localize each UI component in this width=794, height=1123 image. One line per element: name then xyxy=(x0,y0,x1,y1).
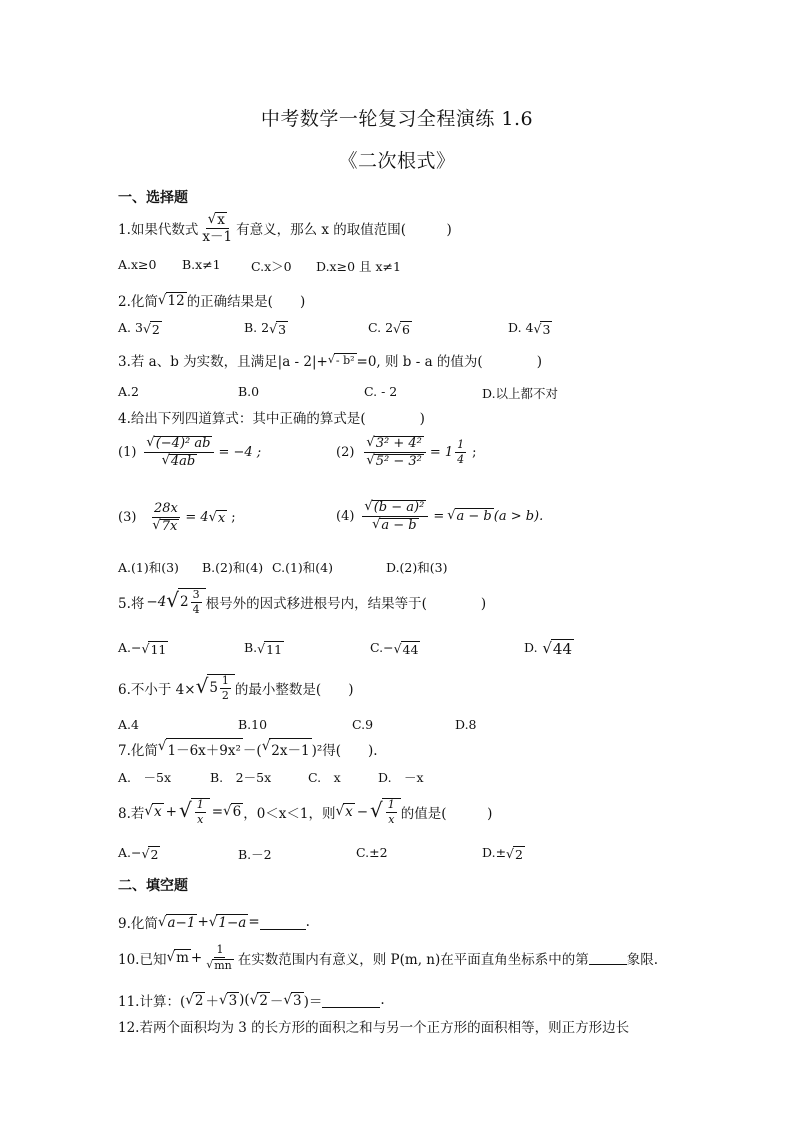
q1-option-c: C.x＞0 xyxy=(251,259,292,274)
q2-radicand: 12 xyxy=(167,292,185,309)
q3-radicand: - b² xyxy=(335,354,355,367)
q7-option-a: A. －5x xyxy=(118,770,172,785)
page-title: 中考数学一轮复习全程演练 1.6 xyxy=(260,108,534,130)
q9-answer-blank xyxy=(260,915,306,930)
q2-prefix: 2.化简 xyxy=(118,294,158,310)
question-4: 4.给出下列四道算式：其中正确的算式是( ) xyxy=(118,411,425,427)
q3-option-d: D.以上都不对 xyxy=(482,386,559,401)
question-9: 9.化简 √ a−1 + √ 1−a = . xyxy=(118,913,310,932)
q4-expression-4: (4) √ (b − a)² √ a − b = √ a − b (a > b). xyxy=(336,499,544,533)
q1-frac-num: x xyxy=(217,212,225,228)
q2-option-c: C. 2 √ 6 xyxy=(368,320,410,337)
q11-answer-blank xyxy=(322,993,380,1008)
q4-option-a: A.(1)和(3) xyxy=(118,560,179,575)
q6-option-b: B.10 xyxy=(238,717,268,732)
question-7: 7.化简 √ 1－6x＋9x² －( √ 2x－1 )²得( ). xyxy=(118,738,378,759)
question-10: 10.已知 √ m + 1 √ mn 在实数范围内有意义，则 P(m, n)在平面直角坐标系中的第 象限. xyxy=(118,943,659,972)
q4-expression-1: (1) √ (−4)² ab √ 4ab = −4 ; xyxy=(118,435,262,469)
q1-option-a: A.x≥0 xyxy=(118,257,157,272)
q4-expression-3: (3) 28x √ 7x = 4 √ x ; xyxy=(118,501,236,534)
question-12: 12.若两个面积均为 3 的长方形的面积之和与另一个正方形的面积相等，则正方形边长 xyxy=(118,1020,630,1036)
q4-expression-2: (2) √ 3² + 4² √ 5² − 3² = 1 $\frac{1}{4}$ ; xyxy=(336,435,477,469)
q1-option-b: B.x≠1 xyxy=(182,257,221,272)
q5-option-d: D. √ 44 xyxy=(524,638,572,658)
q7-option-d: D. －x xyxy=(378,770,424,785)
q1-suffix: 有意义，那么 x 的取值范围( ) xyxy=(236,222,452,239)
q7-option-b: B. 2－5x xyxy=(210,770,272,785)
q1-option-d: D.x≥0 且 x≠1 xyxy=(316,259,401,274)
q2-option-d: D. 4 √ 3 xyxy=(508,320,551,337)
q6-option-a: A.4 xyxy=(118,717,139,732)
q3-option-c: C. - 2 xyxy=(364,384,398,399)
q6-option-c: C.9 xyxy=(352,717,374,732)
q3-suffix: =0, 则 b - a 的值为( ) xyxy=(356,354,542,370)
page-subtitle: 《二次根式》 xyxy=(338,150,456,172)
q8-option-b: B.－2 xyxy=(238,847,272,862)
q2-option-a: A. 3 √ 2 xyxy=(118,320,160,337)
question-3: 3.若 a、b 为实数，且满足|a - 2|+ √ - b² =0, 则 b - a 的值为( ) xyxy=(118,350,542,370)
question-8: 8.若 √ x + √ $\frac{1}{x}$ = √ 6 ，0＜x＜1，则 √ x − √ $\frac{1}{x}$ 的值是( ) xyxy=(118,798,493,826)
q4-option-c: C.(1)和(4) xyxy=(272,560,334,575)
q2-suffix: 的正确结果是( ) xyxy=(186,294,306,310)
q8-option-d: D.± √ 2 xyxy=(482,845,523,862)
q4-option-d: D.(2)和(3) xyxy=(386,560,448,575)
q6-option-d: D.8 xyxy=(455,717,477,732)
q8-option-a: A.− √ 2 xyxy=(118,845,159,862)
question-1 xyxy=(118,212,452,244)
q5-option-a: A.− √ 11 xyxy=(118,640,167,657)
q4-option-b: B.(2)和(4) xyxy=(202,560,264,575)
q5-option-c: C.− √ 44 xyxy=(370,640,419,657)
q8-option-c: C.±2 xyxy=(356,845,388,860)
q3-option-a: A.2 xyxy=(118,384,139,399)
q1-frac-den: x－1 xyxy=(202,229,233,246)
q1-prefix: 1.如果代数式 xyxy=(118,222,199,239)
question-11: 11.计算：( √ 2 ＋ √ 3 )( √ 2 － √ 3 )＝ . xyxy=(118,991,385,1010)
q3-prefix: 3.若 a、b 为实数，且满足|a - 2|+ xyxy=(118,354,328,370)
question-5: 5.将 −4 √ 2 $\frac{3}{4}$ 根号外的因式移进根号内，结果等于( ) xyxy=(118,588,487,616)
q2-option-b: B. 2 √ 3 xyxy=(244,320,287,337)
q1-fraction: √ x x－1 xyxy=(202,211,233,246)
q10-answer-blank xyxy=(589,950,627,965)
q3-option-b: B.0 xyxy=(238,384,260,399)
question-6: 6.不小于 4× √ 5 $\frac{1}{2}$ 的最小整数是( ) xyxy=(118,674,354,702)
section-choice-heading: 一、选择题 xyxy=(118,190,188,206)
q5-option-b: B. √ 11 xyxy=(244,640,283,657)
q7-option-c: C. x xyxy=(308,770,341,785)
question-2: 2.化简 √ 12 的正确结果是( ) xyxy=(118,291,306,310)
section-fill-heading: 二、填空题 xyxy=(118,878,188,894)
